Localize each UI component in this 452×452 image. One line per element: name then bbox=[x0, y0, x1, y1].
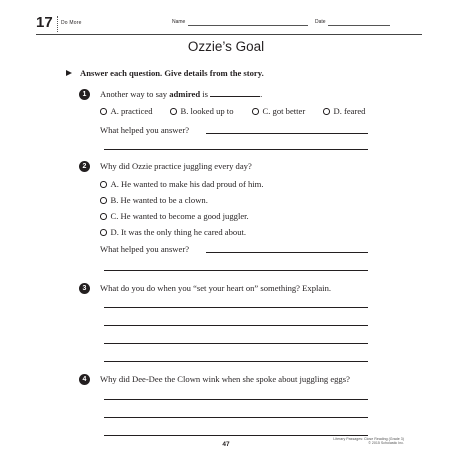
radio-icon[interactable] bbox=[252, 108, 259, 115]
question-2-answer-line[interactable] bbox=[104, 270, 368, 271]
name-label: Name bbox=[172, 19, 186, 25]
question-1-prompt bbox=[100, 89, 262, 100]
question-3-prompt: What do you do when you “set your heart on” something? Explain. bbox=[100, 283, 332, 293]
radio-icon[interactable] bbox=[100, 108, 107, 115]
question-1-answer-line[interactable] bbox=[104, 149, 368, 150]
option-label: C. He wanted to become a good juggler. bbox=[110, 211, 249, 221]
book-title: Literary Passages: Close Reading (Grade 3) bbox=[333, 437, 404, 441]
question-1-option-d[interactable] bbox=[323, 106, 365, 117]
question-2-number: 2 bbox=[79, 161, 90, 172]
section-label: Do More bbox=[61, 20, 82, 26]
radio-icon[interactable] bbox=[100, 181, 107, 188]
option-label: A. practiced bbox=[110, 106, 153, 116]
question-2-option-d[interactable] bbox=[100, 227, 246, 238]
question-1-option-c[interactable] bbox=[252, 106, 305, 117]
question-3-answer-line[interactable] bbox=[104, 343, 368, 344]
date-label: Date bbox=[315, 19, 326, 25]
page-number: 47 bbox=[222, 441, 230, 448]
question-1-prompt-start: Another way to say bbox=[100, 89, 170, 99]
question-2-option-b[interactable] bbox=[100, 195, 208, 206]
radio-icon[interactable] bbox=[323, 108, 330, 115]
radio-icon[interactable] bbox=[100, 229, 107, 236]
question-3-answer-line[interactable] bbox=[104, 361, 368, 362]
question-1-number: 1 bbox=[79, 89, 90, 100]
question-2-option-a[interactable] bbox=[100, 179, 263, 190]
option-label: C. got better bbox=[262, 106, 306, 116]
question-1-option-b[interactable] bbox=[170, 106, 234, 117]
question-2-answer-line[interactable] bbox=[206, 252, 368, 253]
option-label: D. feared bbox=[333, 106, 366, 116]
question-1-blank[interactable] bbox=[210, 89, 263, 99]
option-label: B. looked up to bbox=[180, 106, 234, 116]
question-2-follow-up: What helped you answer? bbox=[100, 244, 190, 254]
question-4-answer-line[interactable] bbox=[104, 417, 368, 418]
copyright: © 2015 Scholastic Inc. bbox=[368, 441, 404, 446]
radio-icon[interactable] bbox=[100, 197, 107, 204]
radio-icon[interactable] bbox=[100, 213, 107, 220]
question-3-number: 3 bbox=[79, 283, 90, 294]
instructions bbox=[80, 68, 264, 79]
question-2-option-c[interactable] bbox=[100, 211, 249, 222]
question-1-answer-line[interactable] bbox=[206, 133, 368, 134]
question-3-answer-line[interactable] bbox=[104, 325, 368, 326]
question-4-answer-line[interactable] bbox=[104, 435, 368, 436]
worksheet-page-number: 17 bbox=[36, 14, 53, 31]
header-rule bbox=[36, 34, 422, 35]
question-4-prompt: Why did Dee-Dee the Clown wink when she spoke about juggling eggs? bbox=[100, 374, 350, 384]
question-4-number: 4 bbox=[79, 374, 90, 385]
header-divider bbox=[57, 16, 58, 32]
arrow-right-icon bbox=[66, 70, 72, 76]
question-1-prompt-end: . bbox=[260, 89, 263, 99]
copyright-notice bbox=[333, 437, 404, 446]
question-4-answer-line[interactable] bbox=[104, 399, 368, 400]
page-title: Ozzie’s Goal bbox=[187, 39, 265, 54]
question-1-prompt-mid: is bbox=[200, 89, 208, 99]
vocab-word: admired bbox=[169, 89, 201, 99]
name-field[interactable] bbox=[188, 25, 308, 26]
question-1-option-a[interactable] bbox=[100, 106, 153, 117]
instructions-text: Answer each question. Give details from the story. bbox=[80, 68, 264, 78]
question-3-answer-line[interactable] bbox=[104, 307, 368, 308]
option-label: A. He wanted to make his dad proud of him. bbox=[110, 179, 264, 189]
question-2-prompt: Why did Ozzie practice juggling every day? bbox=[100, 161, 252, 171]
radio-icon[interactable] bbox=[170, 108, 177, 115]
question-1-follow-up: What helped you answer? bbox=[100, 125, 190, 135]
option-label: D. It was the only thing he cared about. bbox=[110, 227, 247, 237]
worksheet-header bbox=[36, 14, 422, 34]
option-label: B. He wanted to be a clown. bbox=[110, 195, 208, 205]
date-field[interactable] bbox=[328, 25, 390, 26]
